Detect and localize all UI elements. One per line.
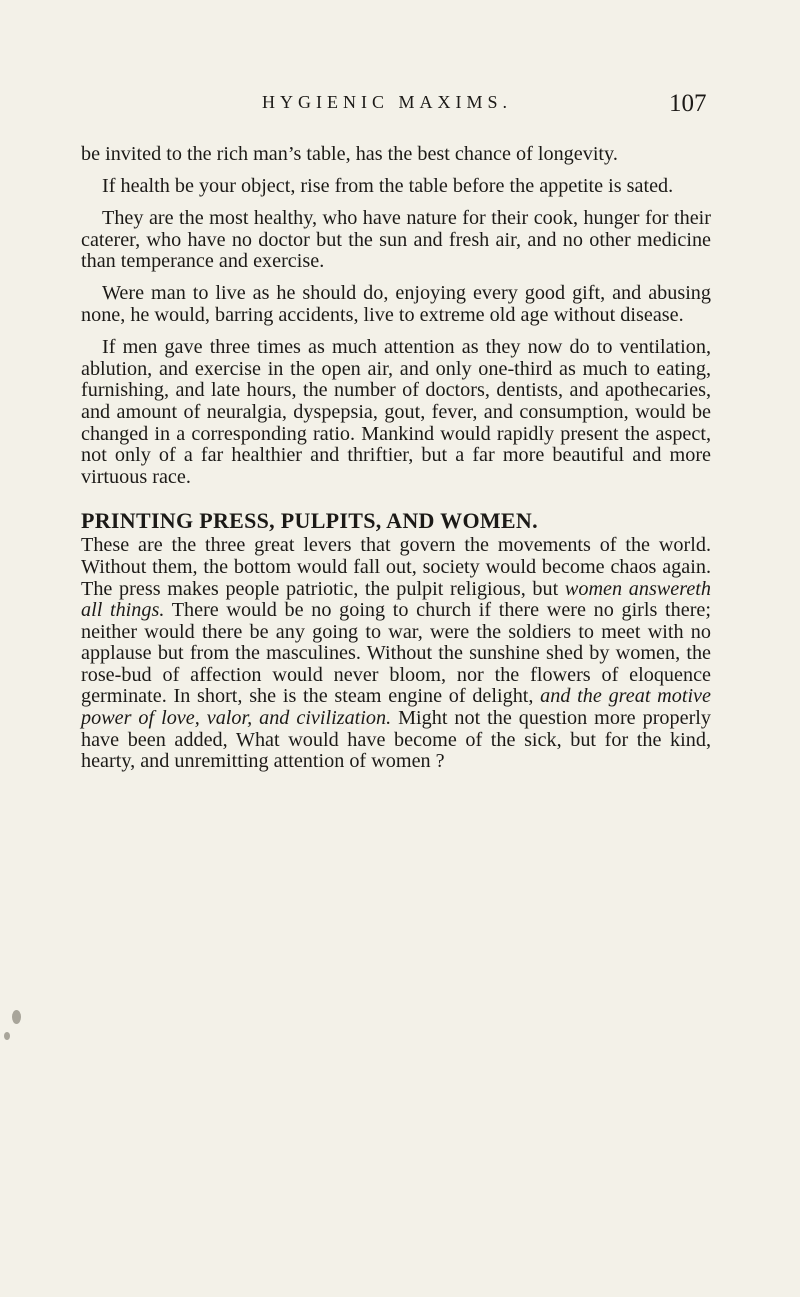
page-number: 107: [669, 90, 707, 117]
running-head: HYGIENIC MAXIMS.: [262, 92, 512, 112]
italic-segment: women answereth all things.: [81, 577, 711, 622]
paragraph-longevity: be invited to the rich man’s table, has the best chance of longevity.: [81, 143, 618, 165]
paper-speck: [4, 1032, 10, 1040]
paragraph-health-object: If health be your object, rise from the table before the appetite is sated.: [102, 175, 674, 198]
italic-segment: and the great motive power of love, valor, and civilization.: [81, 685, 711, 730]
page-header: [0, 90, 800, 124]
section-title: PRINTING PRESS, PULPITS, AND WOMEN.: [81, 508, 538, 534]
body-text: [81, 144, 711, 783]
paragraph-were-man: Were man to live as he should do, enjoying every good gift, and abusing none, he would, barring accidents, live to extreme old age without disease.: [81, 282, 711, 327]
paragraph-most-healthy: They are the most healthy, who have nature for their cook, hunger for their caterer, who have no doctor but the sun and fresh air, and no other medicine than temperance and exercise.: [81, 207, 711, 273]
text-segment: Might not the question more properly have been added, What would have become of the sick, but for the kind, hearty, and unremitting attention of women ?: [81, 707, 711, 773]
text-segment: These are the three great levers that govern the movements of the world. Without them, the bottom would fall out, society would become chaos again. The press makes people patriotic, the pulpit religious, but: [81, 534, 711, 600]
paper-speck: [12, 1010, 21, 1024]
text-segment: There would be no going to church if there were no girls there; neither would there be any going to war, were the soldiers to meet with no applause but from the masculines. Without the sunshine shed by women, the rose-bud of affection would never bloom, nor the flowers of eloquence germinate. In short, she is the steam engine of delight,: [81, 599, 711, 708]
paragraph-three-levers: [81, 535, 711, 773]
paragraph-ventilation: If men gave three times as much attention as they now do to ventilation, ablution, and exercise in the open air, and only one-third as much to eating, furnishing, and late hours, the number of doctors, dentists, and apothecaries, and amount of neuralgia, dyspepsia, gout, fever, and consumption, would be changed in a corresponding ratio. Mankind would rapidly present the aspect, not only of a far healthier and thriftier, but a far more beautiful and more virtuous race.: [81, 336, 711, 488]
